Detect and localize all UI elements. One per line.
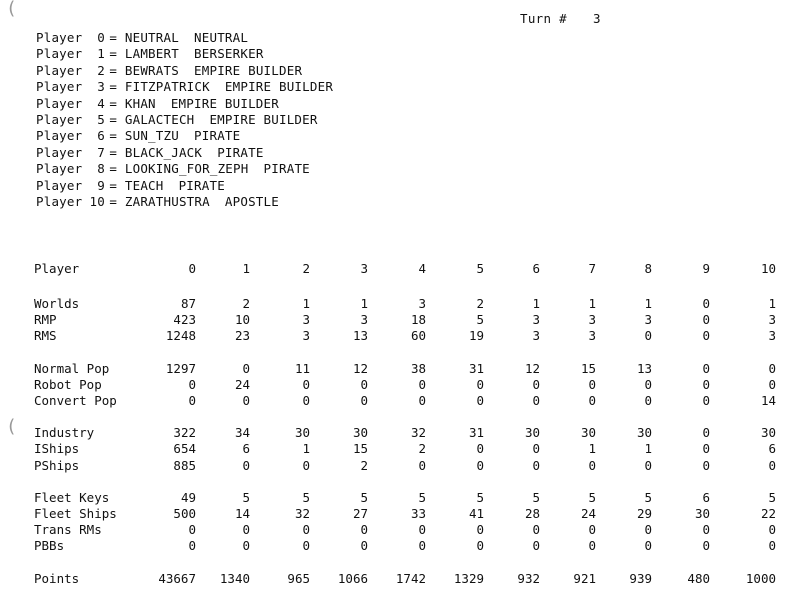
stats-cell: 654 (173, 441, 196, 457)
stats-cell: 22 (760, 506, 776, 522)
stats-cell: 3 (302, 328, 310, 344)
stats-cell: 1340 (219, 570, 250, 586)
stats-cell: 13 (352, 328, 368, 344)
stats-cell: 1 (588, 441, 596, 457)
roster-player-number: 2 (97, 62, 105, 78)
margin-mark-top: ( (6, 0, 17, 19)
stats-cell: 1297 (165, 360, 196, 376)
roster-player-role: PIRATE (194, 128, 241, 144)
roster-player-name: ZARATHUSTRA (124, 193, 210, 209)
stats-cell: 0 (532, 393, 540, 409)
stats-spacer (34, 409, 776, 425)
stats-cell: 0 (644, 538, 652, 554)
roster-row: Player 5 = GALACTECH EMPIRE BUILDER (36, 111, 318, 127)
stats-cell: 0 (242, 457, 250, 473)
stats-cell: 0 (644, 457, 652, 473)
stats-cell: 0 (418, 393, 426, 409)
stats-cell: 1 (644, 441, 652, 457)
roster-player-role: PIRATE (217, 144, 264, 160)
stats-cell: 12 (352, 360, 368, 376)
stats-row-label: IShips (34, 441, 80, 457)
stats-cell: 0 (702, 360, 710, 376)
stats-cell: 6 (532, 260, 540, 276)
stats-cell: 2 (242, 296, 250, 311)
stats-cell: 0 (532, 376, 540, 392)
stats-cell: 1742 (395, 570, 426, 586)
stats-cell: 885 (173, 457, 196, 473)
stats-cell: 5 (418, 489, 426, 505)
stats-cell: 0 (302, 457, 310, 473)
stats-row (34, 296, 776, 312)
roster-prefix: Player (36, 46, 83, 62)
stats-cell: 0 (702, 376, 710, 392)
roster-player-name: GALACTECH (124, 111, 195, 127)
stats-cell: 5 (532, 489, 540, 505)
turn-number: 3 (592, 11, 601, 26)
stats-cell: 0 (702, 522, 710, 538)
stats-cell: 0 (476, 457, 484, 473)
stats-cell: 0 (768, 457, 776, 473)
roster-prefix: Player (36, 62, 83, 78)
stats-cell: 3 (768, 328, 776, 344)
stats-cell: 0 (644, 393, 652, 409)
stats-cell: 0 (302, 538, 310, 554)
stats-row-label: RMS (34, 328, 57, 344)
stats-cell: 27 (352, 506, 368, 522)
stats-cell: 41 (468, 506, 484, 522)
stats-cell: 6 (702, 489, 710, 505)
stats-spacer (34, 555, 776, 571)
roster-player-name: BEWRATS (124, 62, 179, 78)
stats-cell: 8 (644, 260, 652, 276)
stats-row-label: PBBs (34, 538, 65, 554)
stats-cell: 0 (532, 457, 540, 473)
stats-cell: 6 (242, 441, 250, 457)
stats-cell: 0 (418, 522, 426, 538)
roster-player-number: 6 (97, 128, 105, 144)
roster-player-number: 7 (97, 144, 105, 160)
stats-cell: 6 (768, 441, 776, 457)
stats-cell: 1 (242, 260, 250, 276)
roster-player-number: 0 (97, 30, 105, 45)
stats-row (34, 538, 776, 554)
stats-cell: 28 (524, 506, 540, 522)
stats-cell: 0 (360, 393, 368, 409)
roster-player-name: NEUTRAL (124, 30, 179, 45)
stats-cell: 5 (302, 489, 310, 505)
stats-cell: 0 (302, 393, 310, 409)
roster-player-number: 3 (97, 79, 105, 95)
stats-cell: 0 (532, 538, 540, 554)
stats-cell: 1 (302, 296, 310, 311)
stats-cell: 30 (580, 425, 596, 441)
stats-cell: 2 (476, 296, 484, 311)
roster-row: Player 4 = KHAN EMPIRE BUILDER (36, 95, 279, 111)
stats-cell: 3 (360, 312, 368, 328)
stats-cell: 1000 (745, 570, 776, 586)
stats-row-label: Worlds (34, 296, 80, 311)
roster-player-number: 10 (89, 193, 105, 209)
roster-row: Player 0 = NEUTRAL NEUTRAL (36, 30, 249, 45)
stats-row (34, 458, 776, 474)
stats-cell: 3 (360, 260, 368, 276)
stats-cell: 5 (644, 489, 652, 505)
stats-cell: 15 (352, 441, 368, 457)
roster-player-number: 9 (97, 177, 105, 193)
stats-cell: 5 (360, 489, 368, 505)
stats-cell: 30 (524, 425, 540, 441)
stats-row (34, 522, 776, 538)
stats-cell: 0 (702, 393, 710, 409)
stats-cell: 0 (188, 260, 196, 276)
stats-cell: 1 (302, 441, 310, 457)
stats-cell: 23 (234, 328, 250, 344)
stats-cell: 0 (702, 425, 710, 441)
roster-player-name: KHAN (124, 95, 156, 111)
stats-cell: 423 (173, 312, 196, 328)
stats-cell: 0 (532, 522, 540, 538)
stats-cell: 1 (768, 296, 776, 311)
stats-row (34, 393, 776, 409)
roster-prefix: Player (36, 128, 83, 144)
roster-row: Player 6 = SUN_TZU PIRATE (36, 128, 241, 144)
stats-row (34, 361, 776, 377)
stats-cell: 3 (644, 312, 652, 328)
stats-cell: 1 (532, 296, 540, 311)
roster-player-number: 5 (97, 111, 105, 127)
roster-player-name: BLACK_JACK (124, 144, 203, 160)
player-roster (36, 30, 333, 210)
roster-row: Player 1 = LAMBERT BERSERKER (36, 46, 264, 62)
stats-spacer (34, 345, 776, 361)
roster-player-name: SUN_TZU (124, 128, 179, 144)
stats-cell: 2 (418, 441, 426, 457)
stats-row-label: Convert Pop (34, 393, 117, 409)
roster-row: Player 8 = LOOKING_FOR_ZEPH PIRATE (36, 161, 310, 177)
stats-row (34, 506, 776, 522)
stats-cell: 0 (302, 376, 310, 392)
stats-cell: 3 (532, 312, 540, 328)
stats-cell: 0 (476, 376, 484, 392)
stats-cell: 0 (418, 538, 426, 554)
stats-cell: 43667 (158, 570, 196, 586)
roster-player-number: 8 (97, 161, 105, 177)
roster-prefix: Player (36, 111, 83, 127)
stats-cell: 480 (687, 570, 710, 586)
stats-row-label: Fleet Ships (34, 506, 117, 522)
stats-cell: 0 (702, 312, 710, 328)
stats-cell: 2 (360, 457, 368, 473)
turn-indicator (520, 11, 601, 26)
stats-row (34, 312, 776, 328)
stats-cell: 0 (242, 360, 250, 376)
stats-cell: 1 (360, 296, 368, 311)
stats-cell: 5 (476, 489, 484, 505)
stats-cell: 0 (702, 457, 710, 473)
stats-row (34, 425, 776, 441)
stats-row-label: Robot Pop (34, 376, 102, 392)
stats-cell: 0 (588, 538, 596, 554)
roster-player-role: EMPIRE BUILDER (224, 79, 334, 95)
stats-row-label: Points (34, 570, 80, 586)
stats-cell: 5 (588, 489, 596, 505)
roster-prefix: Player (36, 193, 83, 209)
stats-cell: 0 (644, 522, 652, 538)
stats-cell: 0 (476, 538, 484, 554)
stats-row (34, 377, 776, 393)
stats-cell: 3 (418, 296, 426, 311)
stats-cell: 32 (410, 425, 426, 441)
stats-row (34, 258, 776, 280)
stats-cell: 14 (760, 393, 776, 409)
roster-player-name: FITZPATRICK (124, 79, 210, 95)
roster-player-number: 1 (97, 46, 105, 62)
stats-cell: 322 (173, 425, 196, 441)
stats-cell: 5 (768, 489, 776, 505)
stats-row-label: RMP (34, 312, 57, 328)
stats-cell: 33 (410, 506, 426, 522)
stats-cell: 1066 (337, 570, 368, 586)
roster-player-role: PIRATE (263, 161, 310, 177)
roster-prefix: Player (36, 95, 83, 111)
stats-cell: 0 (588, 457, 596, 473)
stats-cell: 1329 (453, 570, 484, 586)
stats-cell: 5 (476, 312, 484, 328)
stats-cell: 0 (418, 376, 426, 392)
stats-cell: 932 (517, 570, 540, 586)
roster-player-role: EMPIRE BUILDER (170, 95, 279, 111)
stats-cell: 0 (418, 457, 426, 473)
stats-cell: 4 (418, 260, 426, 276)
stats-cell: 0 (702, 296, 710, 311)
roster-prefix: Player (36, 177, 83, 193)
roster-prefix: Player (36, 30, 83, 45)
roster-player-number: 4 (97, 95, 105, 111)
stats-cell: 0 (768, 360, 776, 376)
stats-cell: 0 (702, 538, 710, 554)
stats-cell: 0 (302, 522, 310, 538)
stats-cell: 0 (360, 538, 368, 554)
stats-cell: 1 (588, 296, 596, 311)
stats-cell: 30 (294, 425, 310, 441)
stats-cell: 500 (173, 506, 196, 522)
stats-cell: 3 (532, 328, 540, 344)
stats-cell: 0 (360, 376, 368, 392)
stats-row (34, 328, 776, 344)
roster-player-role: EMPIRE BUILDER (194, 62, 303, 78)
stats-cell: 0 (188, 376, 196, 392)
stats-cell: 12 (524, 360, 540, 376)
stats-cell: 0 (588, 376, 596, 392)
stats-row (34, 571, 776, 587)
stats-cell: 0 (476, 522, 484, 538)
roster-row: Player 2 = BEWRATS EMPIRE BUILDER (36, 62, 303, 78)
stats-cell: 0 (360, 522, 368, 538)
stats-cell: 3 (588, 328, 596, 344)
stats-cell: 0 (768, 376, 776, 392)
stats-cell: 0 (476, 441, 484, 457)
stats-cell: 38 (410, 360, 426, 376)
roster-prefix: Player (36, 79, 83, 95)
roster-prefix: Player (36, 161, 83, 177)
stats-row (34, 441, 776, 457)
stats-cell: 32 (294, 506, 310, 522)
stats-cell: 31 (468, 360, 484, 376)
roster-row: Player 9 = TEACH PIRATE (36, 177, 225, 193)
stats-spacer (34, 474, 776, 490)
turn-label: Turn # (520, 11, 567, 26)
stats-cell: 24 (580, 506, 596, 522)
roster-row: Player 10 = ZARATHUSTRA APOSTLE (36, 193, 279, 209)
stats-cell: 939 (629, 570, 652, 586)
stats-cell: 0 (702, 441, 710, 457)
stats-cell: 30 (352, 425, 368, 441)
stats-cell: 0 (188, 522, 196, 538)
stats-cell: 31 (468, 425, 484, 441)
stats-cell: 0 (242, 393, 250, 409)
stats-cell: 30 (760, 425, 776, 441)
stats-cell: 10 (234, 312, 250, 328)
stats-cell: 0 (476, 393, 484, 409)
stats-spacer (34, 280, 776, 296)
stats-row-label: Fleet Keys (34, 489, 110, 505)
stats-cell: 30 (636, 425, 652, 441)
stats-cell: 9 (702, 260, 710, 276)
stats-cell: 5 (242, 489, 250, 505)
stats-row-label: Player (34, 260, 80, 276)
stats-cell: 1248 (165, 328, 196, 344)
stats-cell: 3 (588, 312, 596, 328)
roster-player-role: PIRATE (178, 177, 225, 193)
stats-cell: 0 (242, 538, 250, 554)
stats-cell: 10 (760, 260, 776, 276)
stats-cell: 0 (644, 328, 652, 344)
stats-cell: 3 (302, 312, 310, 328)
roster-row: Player 3 = FITZPATRICK EMPIRE BUILDER (36, 79, 334, 95)
stats-row-label: Normal Pop (34, 360, 110, 376)
stats-cell: 2 (302, 260, 310, 276)
stats-cell: 0 (588, 393, 596, 409)
roster-player-role: EMPIRE BUILDER (209, 111, 318, 127)
stats-row-label: Industry (34, 425, 95, 441)
stats-cell: 3 (768, 312, 776, 328)
stats-cell: 30 (694, 506, 710, 522)
stats-cell: 18 (410, 312, 426, 328)
stats-cell: 15 (580, 360, 596, 376)
stats-cell: 0 (188, 538, 196, 554)
roster-player-role: BERSERKER (194, 46, 264, 62)
stats-cell: 14 (234, 506, 250, 522)
stats-cell: 5 (476, 260, 484, 276)
stats-cell: 921 (573, 570, 596, 586)
stats-cell: 0 (242, 522, 250, 538)
stats-cell: 7 (588, 260, 596, 276)
stats-row-label: Trans RMs (34, 522, 102, 538)
stats-cell: 87 (180, 296, 196, 311)
roster-row: Player 7 = BLACK_JACK PIRATE (36, 144, 264, 160)
stats-cell: 19 (468, 328, 484, 344)
stats-cell: 24 (234, 376, 250, 392)
stats-cell: 965 (287, 570, 310, 586)
roster-player-name: TEACH (124, 177, 164, 193)
roster-player-name: LAMBERT (124, 46, 179, 62)
stats-cell: 0 (702, 328, 710, 344)
stats-cell: 29 (636, 506, 652, 522)
stats-cell: 0 (644, 376, 652, 392)
stats-cell: 34 (234, 425, 250, 441)
stats-cell: 11 (294, 360, 310, 376)
roster-player-name: LOOKING_FOR_ZEPH (124, 161, 249, 177)
stats-cell: 0 (768, 522, 776, 538)
roster-prefix: Player (36, 144, 83, 160)
stats-cell: 60 (410, 328, 426, 344)
stats-row-label: PShips (34, 457, 80, 473)
stats-cell: 0 (188, 393, 196, 409)
stats-cell: 49 (180, 489, 196, 505)
stats-cell: 13 (636, 360, 652, 376)
stats-cell: 1 (644, 296, 652, 311)
roster-player-role: APOSTLE (224, 193, 279, 209)
margin-mark-middle: ( (6, 416, 17, 437)
stats-cell: 0 (768, 538, 776, 554)
roster-player-role: NEUTRAL (194, 30, 249, 45)
stats-cell: 0 (532, 441, 540, 457)
stats-row (34, 490, 776, 506)
player-stats-table (34, 258, 776, 587)
stats-cell: 0 (588, 522, 596, 538)
